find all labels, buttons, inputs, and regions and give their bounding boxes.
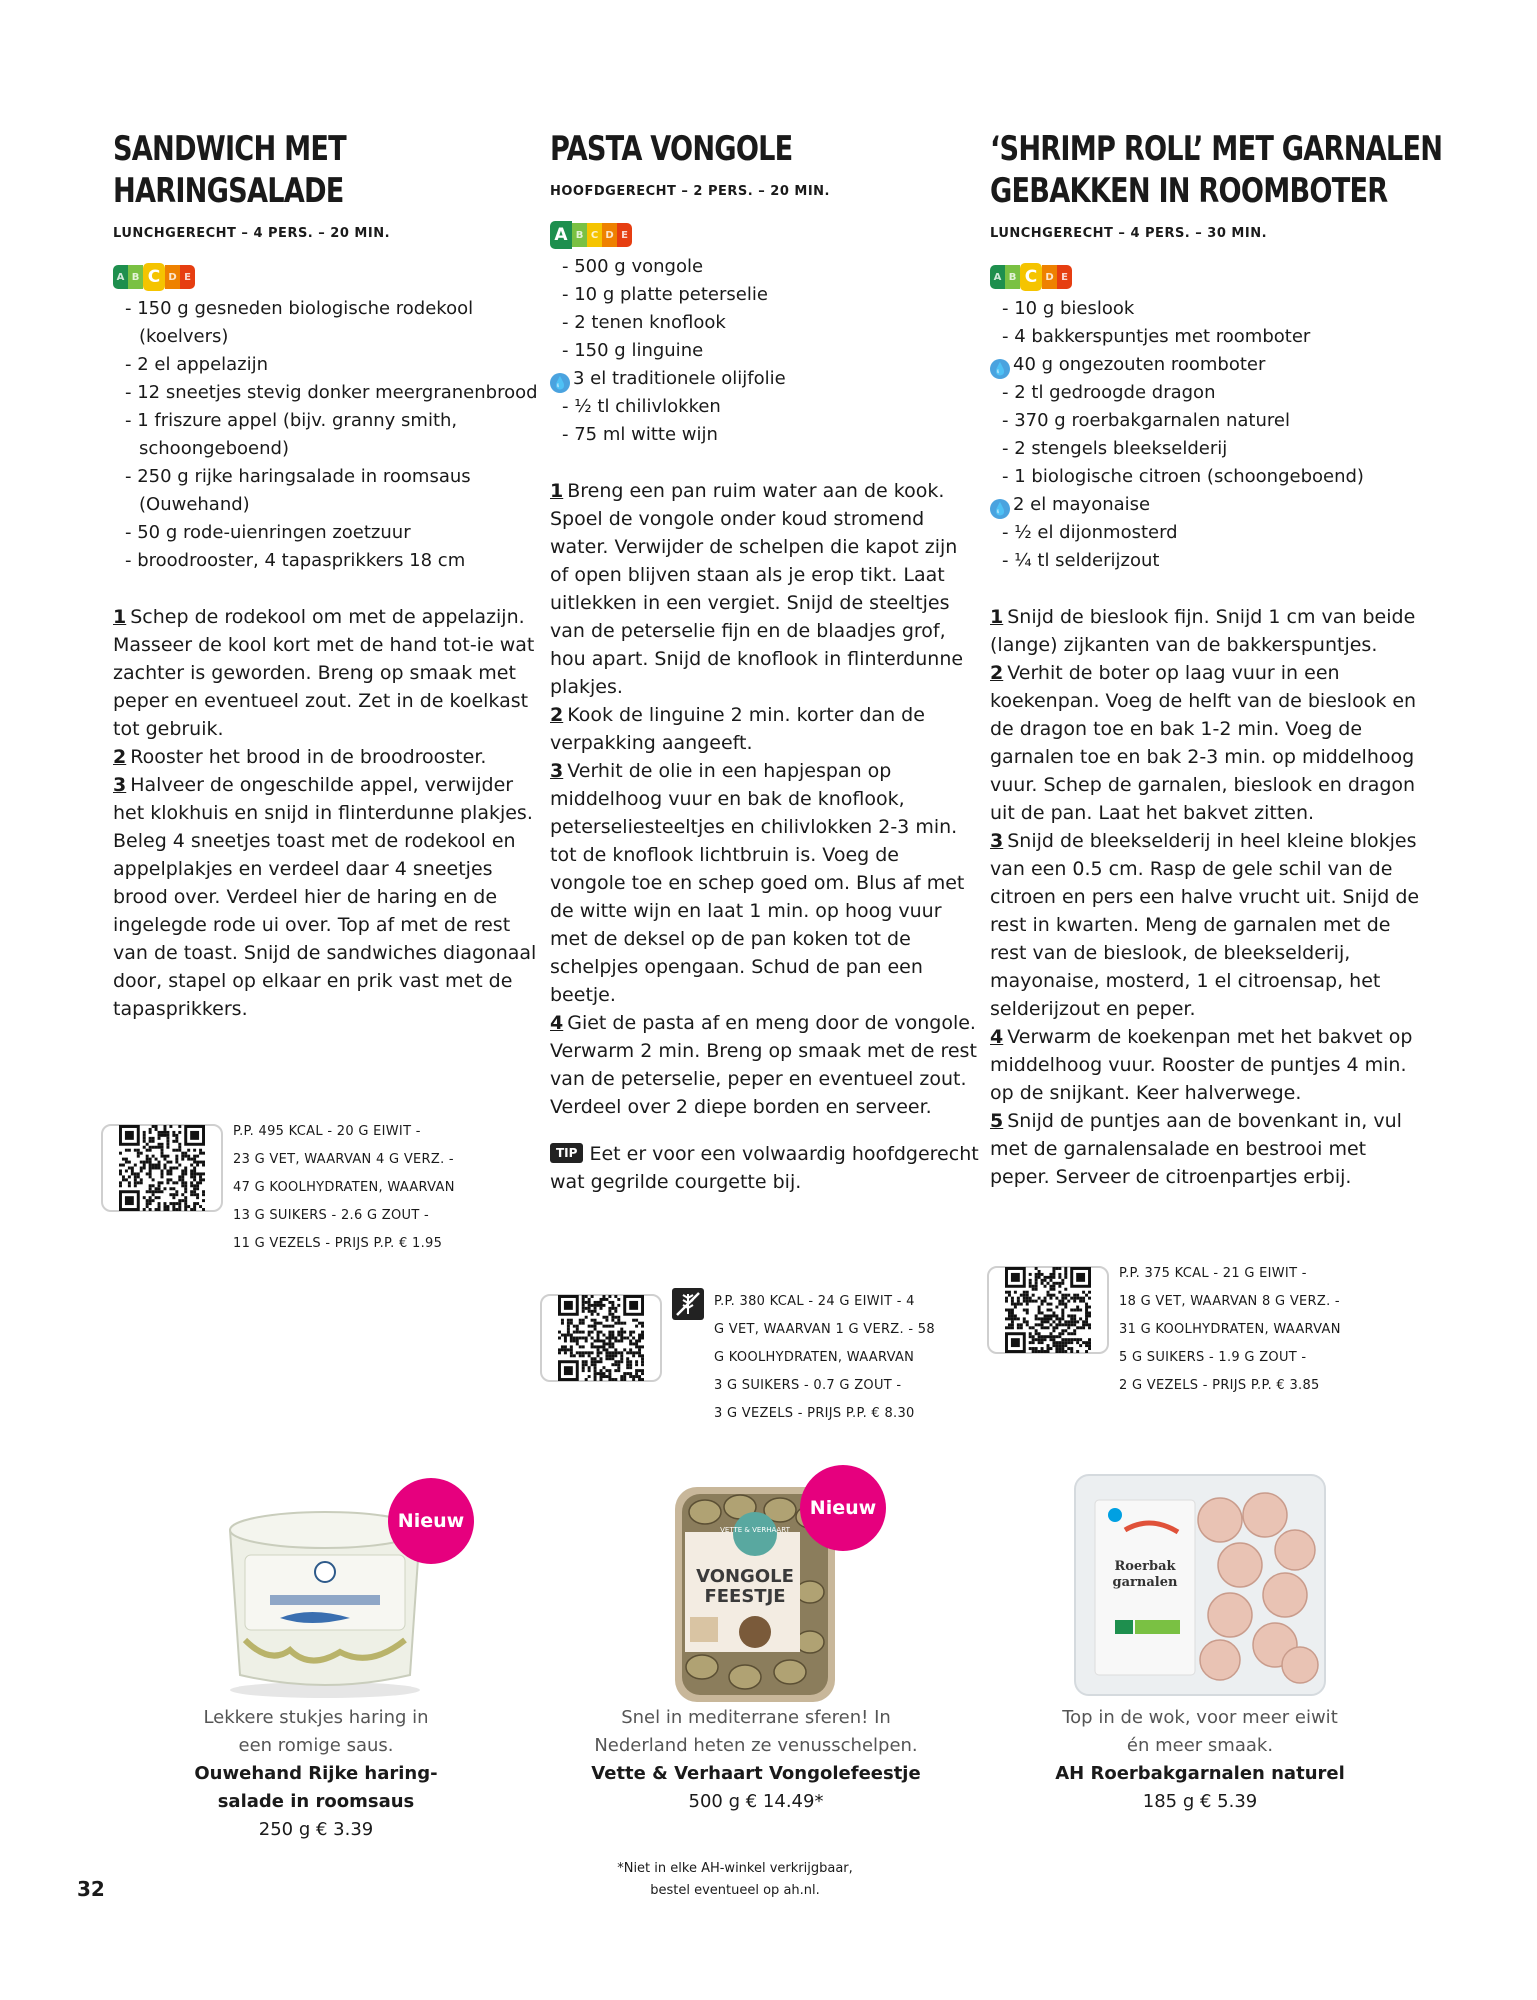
step-number: 3: [990, 830, 1004, 852]
ingredient: - 2 stengels bleekselderij: [1002, 438, 1228, 459]
product-description: Snel in mediterrane sferen! In: [621, 1707, 891, 1728]
ingredient: - 1 friszure appel (bijv. granny smith, schoongeboend): [125, 410, 458, 459]
step-text: Verwarm de koekenpan met het bakvet op middelhoog vuur. Rooster de puntjes 4 min. op de snijkant. Keer halverwege.: [990, 1026, 1413, 1104]
nutrition-info: [1119, 1260, 1341, 1400]
recipe-meta: LUNCHGERECHT – 4 PERS. – 20 MIN.: [113, 226, 391, 241]
product-price: 500 g € 14.49*: [688, 1791, 824, 1812]
footnote-line: *Niet in elke AH-winkel verkrijgbaar,: [617, 1861, 853, 1876]
nutrition-line: 31 G KOOLHYDRATEN, WAARVAN: [1119, 1322, 1341, 1337]
step: [550, 701, 980, 757]
nutriscore-a: A: [113, 265, 128, 289]
nutriscore-a: A: [990, 265, 1005, 289]
ingredient: - 150 g gesneden biologische rodekool (koelvers): [125, 298, 474, 347]
nutrition-line: 18 G VET, WAARVAN 8 G VERZ. -: [1119, 1294, 1340, 1309]
step-number: 2: [990, 662, 1004, 684]
step-number: 4: [990, 1026, 1004, 1048]
ingredient: - 12 sneetjes stevig donker meergranenbrood: [125, 382, 538, 403]
product-name: Ouwehand Rijke haring-: [194, 1763, 438, 1784]
ingredient: - 2 tl gedroogde dragon: [1002, 382, 1216, 403]
step-text: Kook de linguine 2 min. korter dan de verpakking aangeeft.: [550, 704, 925, 754]
nutrition-line: 3 G VEZELS - PRIJS P.P. € 8.30: [714, 1406, 915, 1421]
step-text: Breng een pan ruim water aan de kook. Spoel de vongole onder koud stromend water. Verwijder de schelpen die kapot zijn of open blijven staan als je erop tikt. Laat uitlekken in een vergiet. Snijd de steeltjes van de peterselie fijn en de blaadjes grof, hou apart. Snijd de knoflook in flinterdunne plakjes.: [550, 480, 964, 698]
product-price: 250 g € 3.39: [258, 1819, 374, 1840]
footnote: [570, 1858, 900, 1902]
step-number: 2: [550, 704, 564, 726]
step-text: Rooster het brood in de broodrooster.: [130, 746, 487, 768]
ingredient: - 2 tenen knoflook: [562, 312, 726, 333]
nutrition-line: 2 G VEZELS - PRIJS P.P. € 3.85: [1119, 1378, 1320, 1393]
recipe-title: [990, 128, 1443, 212]
footnote-line: bestel eventueel op ah.nl.: [650, 1883, 820, 1898]
title-line: ‘SHRIMP ROLL’ MET GARNALEN: [990, 129, 1443, 169]
step: [990, 603, 1430, 659]
ingredient-list: [113, 295, 543, 575]
product-vongolefeestje: [556, 1704, 956, 1816]
recipe-shrimp-roll: [990, 128, 1443, 1191]
recipe-title: [550, 128, 894, 170]
product-description: Top in de wok, voor meer eiwit: [1062, 1707, 1338, 1728]
nutrition-line: G KOOLHYDRATEN, WAARVAN: [714, 1350, 915, 1365]
ingredient: [550, 365, 980, 393]
nutrition-line: 5 G SUIKERS - 1.9 G ZOUT -: [1119, 1350, 1307, 1365]
step-number: 1: [990, 606, 1004, 628]
nutrition-line: 11 G VEZELS - PRIJS P.P. € 1.95: [233, 1236, 443, 1251]
step: [990, 659, 1430, 827]
ingredient: - 370 g roerbakgarnalen naturel: [1002, 410, 1290, 431]
nutrition-line: P.P. 380 KCAL - 24 G EIWIT - 4: [714, 1294, 915, 1309]
step: [113, 771, 543, 1023]
preparation-steps: [990, 603, 1430, 1191]
step: [990, 1023, 1430, 1107]
nutriscore-badge: [113, 263, 543, 291]
recipe-meta: LUNCHGERECHT – 4 PERS. – 30 MIN.: [990, 226, 1268, 241]
title-line: PASTA VONGOLE: [550, 129, 793, 169]
nutriscore-d: D: [165, 265, 180, 289]
ingredient-list: [550, 253, 980, 449]
qr-code[interactable]: [540, 1294, 662, 1382]
product-ouwehand: [126, 1704, 506, 1844]
step-number: 2: [113, 746, 127, 768]
tip: [550, 1139, 980, 1196]
step-text: Halveer de ongeschilde appel, verwijder het klokhuis en snijd in flinterdunne plakjes. Beleg 4 sneetjes toast met de rodekool en appelplakjes en verdeel daar 4 sneetjes brood over. Verdeel hier de haring en de ingelegde rode ui over. Top af met de rest van de toast. Snijd de sandwiches diagonaal door, stapel op elkaar en prik vast met de tapasprikkers.: [113, 774, 537, 1020]
step-number: 1: [550, 480, 564, 502]
tip-text: Eet er voor een volwaardig hoofdgerecht wat gegrilde courgette bij.: [550, 1143, 979, 1193]
nutrition-block: [101, 1118, 455, 1258]
step: [550, 1009, 980, 1121]
step-text: Snijd de bleekselderij in heel kleine blokjes van een 0.5 cm. Rasp de gele schil van de citroen en pers een halve vrucht uit. Snijd de rest in kwarten. Meng de garnalen met de rest van de bieslook, de bleekselderij, mayonaise, mosterd, 1 el citroensap, het selderijzout en peper.: [990, 830, 1420, 1020]
qr-code[interactable]: [101, 1124, 223, 1212]
product-description: een romige saus.: [238, 1735, 394, 1756]
pack-title: FEESTJE: [704, 1586, 786, 1607]
nutriscore-c: C: [143, 263, 165, 291]
nutrition-info: [233, 1118, 455, 1258]
nutrition-line: 23 G VET, WAARVAN 4 G VERZ. -: [233, 1152, 454, 1167]
recipe-title: [113, 128, 457, 212]
ingredient-list: [990, 295, 1430, 575]
nieuw-badge: [800, 1465, 886, 1551]
nutrition-line: 13 G SUIKERS - 2.6 G ZOUT -: [233, 1208, 429, 1223]
ingredient-text: 2 el mayonaise: [1013, 494, 1151, 515]
badge-text: Nieuw: [809, 1497, 877, 1519]
step-number: 3: [550, 760, 564, 782]
ingredient: - 150 g linguine: [562, 340, 704, 361]
nutriscore-b: B: [128, 265, 143, 289]
nieuw-badge: [388, 1478, 474, 1564]
ingredient: - ¼ tl selderijzout: [1002, 550, 1160, 571]
nutrition-line: G VET, WAARVAN 1 G VERZ. - 58: [714, 1322, 935, 1337]
fat-drop-icon: 💧: [990, 359, 1010, 379]
pack-title: garnalen: [1112, 1575, 1178, 1590]
step: [550, 477, 980, 701]
ingredient: - 500 g vongole: [562, 256, 704, 277]
nutrition-line: P.P. 495 KCAL - 20 G EIWIT -: [233, 1124, 421, 1139]
title-line: SANDWICH MET: [113, 129, 346, 169]
qr-code[interactable]: [987, 1266, 1109, 1354]
ingredient-text: 3 el traditionele olijfolie: [573, 368, 786, 389]
nutriscore-badge: [990, 263, 1430, 291]
step-text: Schep de rodekool om met de appelazijn. Masseer de kool kort met de hand tot-ie wat zachter is geworden. Breng op smaak met peper en eventueel zout. Zet in de koelkast tot gebruik.: [113, 606, 535, 740]
pack-title: Roerbak: [1114, 1559, 1176, 1574]
product-description: Lekkere stukjes haring in: [203, 1707, 429, 1728]
step-text: Snijd de puntjes aan de bovenkant in, vul met de garnalensalade en bestrooi met peper. Serveer de citroenpartjes erbij.: [990, 1110, 1402, 1188]
step-number: 1: [113, 606, 127, 628]
ingredient: - 4 bakkerspuntjes met roomboter: [1002, 326, 1311, 347]
step-number: 4: [550, 1012, 564, 1034]
badge-text: Nieuw: [397, 1510, 465, 1532]
nutriscore-d: D: [602, 223, 617, 247]
tip-badge: TIP: [550, 1143, 583, 1163]
product-name: Vette & Verhaart Vongolefeestje: [591, 1763, 921, 1784]
ingredient: - broodrooster, 4 tapasprikkers 18 cm: [125, 550, 466, 571]
step: [550, 757, 980, 1009]
preparation-steps: [113, 603, 543, 1023]
nutriscore-b: B: [572, 223, 587, 247]
nutriscore-c: C: [1020, 263, 1042, 291]
product-name: AH Roerbakgarnalen naturel: [1055, 1763, 1345, 1784]
nutriscore-e: E: [180, 265, 195, 289]
step: [113, 743, 543, 771]
ingredient: - 1 biologische citroen (schoongeboend): [1002, 466, 1364, 487]
product-price: 185 g € 5.39: [1142, 1791, 1258, 1812]
product-name: salade in roomsaus: [217, 1791, 415, 1812]
ingredient: [990, 351, 1430, 379]
ingredient-text: 40 g ongezouten roomboter: [1013, 354, 1266, 375]
nutrition-line: P.P. 375 KCAL - 21 G EIWIT -: [1119, 1266, 1307, 1281]
product-roerbakgarnalen: [1010, 1704, 1390, 1816]
recipe-pasta-vongole: [550, 128, 980, 1196]
step: [113, 603, 543, 743]
ingredient: - ½ el dijonmosterd: [1002, 522, 1178, 543]
nutrition-block: [540, 1288, 935, 1428]
pack-title: VONGOLE: [696, 1566, 794, 1587]
ingredient: - 50 g rode-uienringen zoetzuur: [125, 522, 411, 543]
product-description: én meer smaak.: [1126, 1735, 1274, 1756]
nutriscore-a: A: [550, 221, 572, 249]
nutrition-line: 3 G SUIKERS - 0.7 G ZOUT -: [714, 1378, 902, 1393]
fat-drop-icon: 💧: [990, 499, 1010, 519]
step-text: Verhit de olie in een hapjespan op middelhoog vuur en bak de knoflook, peterseliesteeltjes en chilivlokken 2-3 min. tot de knoflook lichtbruin is. Voeg de vongole toe en schep goed om. Blus af met de witte wijn en laat 1 min. op hoog vuur met de deksel op de pan koken tot de schelpjes opengaan. Schud de pan een beetje.: [550, 760, 965, 1006]
step-text: Verhit de boter op laag vuur in een koekenpan. Voeg de helft van de bieslook en de dragon toe en bak 1-2 min. Voeg de garnalen toe en bak 2-3 min. op middelhoog vuur. Schep de garnalen, bieslook en dragon uit de pan. Laat het bakvet zitten.: [990, 662, 1417, 824]
step-number: 3: [113, 774, 127, 796]
nutriscore-badge: [550, 221, 980, 249]
nutriscore-b: B: [1005, 265, 1020, 289]
ingredient: - 10 g bieslook: [1002, 298, 1135, 319]
ingredient: - 10 g platte peterselie: [562, 284, 768, 305]
title-line: GEBAKKEN IN ROOMBOTER: [990, 171, 1388, 211]
pack-brand: VETTE & VERHAART: [720, 1526, 790, 1534]
qr-code-icon: [558, 1295, 644, 1381]
nutrition-block: [987, 1260, 1341, 1400]
nutriscore-e: E: [1057, 265, 1072, 289]
step-text: Giet de pasta af en meng door de vongole. Verwarm 2 min. Breng op smaak met de rest van de peterselie, peper en eventueel zout. Verdeel over 2 diepe borden en serveer.: [550, 1012, 977, 1118]
nutrition-info: [714, 1288, 935, 1428]
ingredient: [990, 491, 1430, 519]
step: [990, 1107, 1430, 1191]
nutriscore-c: C: [587, 223, 602, 247]
nutrition-line: 47 G KOOLHYDRATEN, WAARVAN: [233, 1180, 455, 1195]
nutriscore-d: D: [1042, 265, 1057, 289]
qr-code-icon: [1005, 1267, 1091, 1353]
nutriscore-e: E: [617, 223, 632, 247]
fat-drop-icon: 💧: [550, 373, 570, 393]
ingredient: - 2 el appelazijn: [125, 354, 269, 375]
qr-code-icon: [119, 1125, 205, 1211]
step-number: 5: [990, 1110, 1004, 1132]
step: [990, 827, 1430, 1023]
page-number: 32: [77, 1877, 105, 1901]
preparation-steps: [550, 477, 980, 1121]
recipe-meta: HOOFDGERECHT – 2 PERS. – 20 MIN.: [550, 184, 830, 199]
ingredient: - 75 ml witte wijn: [562, 424, 718, 445]
step-text: Snijd de bieslook fijn. Snijd 1 cm van beide (lange) zijkanten van de bakkerspuntjes.: [990, 606, 1416, 656]
gluten-free-icon: [672, 1288, 704, 1320]
product-description: Nederland heten ze venusschelpen.: [594, 1735, 918, 1756]
ingredient: - 250 g rijke haringsalade in roomsaus (Ouwehand): [125, 466, 471, 515]
ingredient: - ½ tl chilivlokken: [562, 396, 721, 417]
title-line: HARINGSALADE: [113, 171, 344, 211]
recipe-sandwich: [113, 128, 543, 1023]
roerbakgarnalen-pack-image: [1070, 1470, 1330, 1700]
